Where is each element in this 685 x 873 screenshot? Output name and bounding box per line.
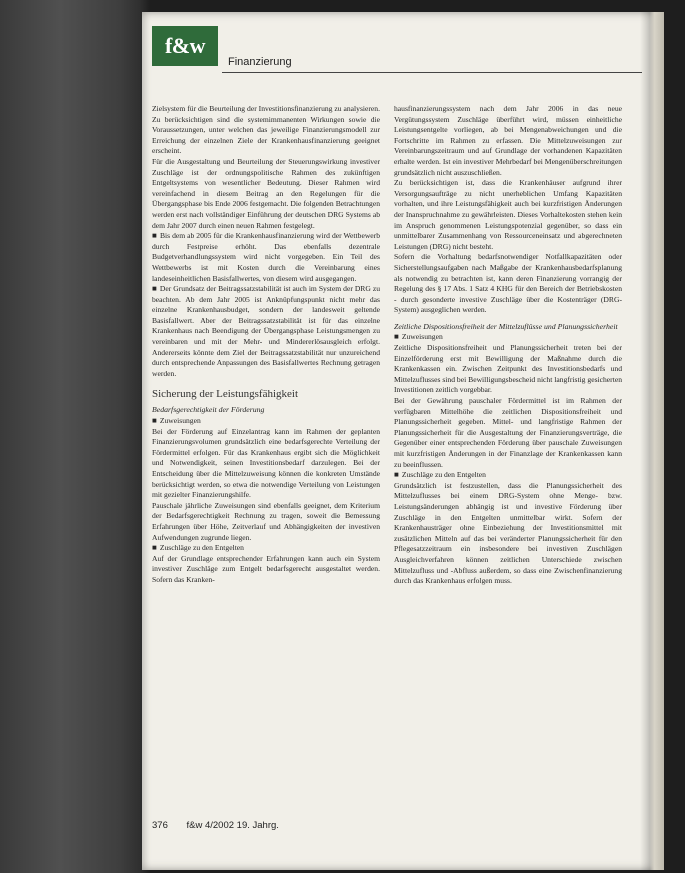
page-number: 376 — [152, 820, 168, 831]
paragraph: Sofern die Vorhaltung bedarfsnotwendiger Notfallkapazitäten oder Sicherstellungsaufgaben nach Maßgabe der Krankenhausbedarfsplanung als notwendig zu betrachten ist, kann deren Finanzierung vorrangig der Regelung des § 17 Abs. 1 Satz 4 KHG für den Bereich der Betriebskosten - durch gesonderte investive Zuschläge über die Kostenträger (DRG-System) ausgeglichen werden. — [394, 252, 622, 315]
paragraph: Für die Ausgestaltung und Beurteilung der Steuerungswirkung investiver Zuschläge ist der ordnungspolitische Rahmen des zukünftigen Entgeltsystems von wesentlicher Bedeutung. Dieser Rahmen wird vereinfachend in diesem Beitrag an den Regelungen für die Übergangsphase bis Ende 2006 festgemacht. Die folgenden Betrachtungen werden erst nach vollständiger Einführung der deutschen DRG Systems ab dem Jahr 2007 durch einen neuen Rahmen festgelegt. — [152, 156, 380, 230]
journal-issue: f&w 4/2002 19. Jahrg. — [186, 820, 279, 831]
paragraph: ■ Zuschläge zu den Entgelten — [152, 543, 380, 554]
paragraph: Zielsystem für die Beurteilung der Investitionsfinanzierung zu analysieren. Zu berücksichtigen sind die systemimmanenten Wirkungen sowie die Voraussetzungen, unter welchen das jeweilige Finanzierungsmodell zur Erreichung der einzelnen Ziele der Krankenhausfinanzierung geeignet erscheint. — [152, 104, 380, 156]
paragraph: Grundsätzlich ist festzustellen, dass die Planungssicherheit des Mittelzuflusses bei einem DRG-System ohne Menge- bzw. Leistungsänderungen abhängig ist und investive Förderung über Zuschläge in den Entgelten unmittelbar wirkt. Sofern der Krankenhausträger ohne Einbeziehung der Investitionsmittel mit zusätzlichen Mitteln auf das bei veränderter Planungssicherheit für den Pflegesatzzeitraum ein insbesondere bei investiven Zuschlägen Ausgleichverfahren können zeitlichen Unterschiede zwischen Mittelzufluss und -Abfluss außerdem, so dass eine Zwischenfinanzierung durch das Krankenhaus erfolgen muss. — [394, 480, 622, 586]
page-curl — [640, 12, 664, 870]
sub-heading: Bedarfsgerechtigkeit der Förderung — [152, 405, 265, 415]
section-label: Finanzierung — [228, 56, 292, 68]
section-heading: Sicherung der Leistungsfähigkeit — [152, 388, 299, 401]
paragraph: ■ Der Grundsatz der Beitragssatzstabilität ist auch im System der DRG zu beachten. Ab dem Jahr 2005 ist Anknüpfungspunkt nicht mehr das einzelne Krankenhausbudget, sondern der landesweit geltende Basisfallwert. Aber der Beitragssatzstabilität ist für das einzelne Krankenhaus nach Beendigung der Übergangsphase Leistungsmengen zu vereinbaren und mit der Mehr- und Mindererlösausgleich erfolgt. Andererseits könnte dem Ziel der Beitragssatzstabilität nur unzureichend durch entsprechende Anpassungen des Basisfallwertes Rechnung getragen werden. — [152, 284, 380, 379]
paragraph: Bei der Gewährung pauschaler Fördermittel ist im Rahmen der verfügbaren Mittelhöhe die zeitlichen Dispositionsfreiheit und Planungssicherheit gegeben. Mittel- und langfristige Rahmen der Planungssicherheit für die Ausgestaltung der Finanzierungsverträge, die Gegenüber einer entsprechenden Förderung über pauschale Zuweisungen mit kurzfristigen Änderungen in der Finanzlage der Krankenkassen kann zu beeinflussen. — [394, 396, 622, 469]
paragraph: Bei der Förderung auf Einzelantrag kann im Rahmen der geplanten Finanzierungsvolumen grundsätzlich eine bedarfsgerechte Verteilung der Fördermittel erfolgen. Für das Krankenhaus ergibt sich die Möglichkeit und Notwendigkeit, seinen Investitionsbedarf darzulegen. Bei der Entscheidung über die Mittelzuweisung können die konkreten Umstände berücksichtigt werden, so etwa die notwendige Verteilung von Leistungen mit gezielter Finanzierungshilfe. — [152, 426, 380, 500]
left-column — [152, 104, 380, 586]
paragraph: ■ Bis dem ab 2005 für die Krankenhausfinanzierung wird der Wettbewerb durch Festpreise erhöht. Das ebenfalls dezentrale Budgetverhandlungssystem wird nicht vorgegeben. Ein Teil des Wettbewerbs ist mit Kosten durch die Vereinbarung eines landeseinheitlichen Basisfallwertes, von diesem wird ausgegangen. — [152, 231, 380, 284]
paragraph: Pauschale jährliche Zuweisungen sind ebenfalls geeignet, dem Kriterium der Bedarfsgerechtigkeit Rechnung zu tragen, soweit die Bemessung Erfahrungen über Höhe, Zeitverlauf und Abhängigkeiten der investiven Aufwendungen zugrunde liegen. — [152, 500, 380, 542]
paragraph: hausfinanzierungssystem nach dem Jahr 2006 in das neue Vergütungssystem Zuschläge überführt wird, müssen einheitliche Leistungsentgelte vorliegen, ab bei Mengenabweichungen und die Fortschritte im Rahmen zu erfassen. Die Mittelzuweisungen zur Vereinbarungszeitraum und auf Grundlage der vorhandenen Kapazitäten erhalte werden. Ist ein investiver Mehrbedarf bei Mengenüberschreitungen grundsätzlich nicht auszuschließen. — [394, 104, 622, 177]
paragraph: ■ Zuschläge zu den Entgelten — [394, 470, 622, 481]
paragraph: ■ Zuweisungen — [394, 332, 622, 343]
header-rule — [222, 72, 642, 73]
right-column — [394, 104, 622, 587]
document-page — [142, 12, 662, 870]
paragraph: Auf der Grundlage entsprechender Erfahrungen kann auch ein System investiver Zuschläge zum Entgelt bedarfsgerecht ausgestaltet werden. Sofern das Kranken- — [152, 553, 380, 584]
journal-logo: f&w — [152, 26, 218, 66]
paragraph: Zu berücksichtigen ist, dass die Krankenhäuser aufgrund ihrer Versorgungsaufträge zu nicht unerheblichen Umfang Kapazitäten vorhalten, und ihre Leistungsfähigkeit auch bei kurzfristigen Änderungen der Inanspruchnahme zu gewährleisten. Dieses Vorhaltekosten stehen kein im Anspruch genommenen Leistungspotenzial gegenüber, so dass ein unmittelbarer Zusammenhang von Ressourceneinsatz und abgerechneten Leistungen (DRG) nicht besteht. — [394, 178, 622, 251]
paragraph: ■ Zuweisungen — [152, 416, 380, 427]
paragraph: Zeitliche Dispositionsfreiheit und Planungssicherheit treten bei der Einzelförderung erst mit Bewilligung der Maßnahme durch die Krankenkassen ein. Zwischen Zeitpunkt des Investitionsbedarfs und Mittelzuflusses sind bei Bewilligungsbescheid nicht langfristig gesicherten Investitionen zeitlich vorgebbar. — [394, 343, 622, 395]
sub-heading: Zeitliche Dispositionsfreiheit der Mittelzuflüsse und Planungssicherheit — [394, 321, 618, 331]
page-footer — [152, 820, 295, 831]
